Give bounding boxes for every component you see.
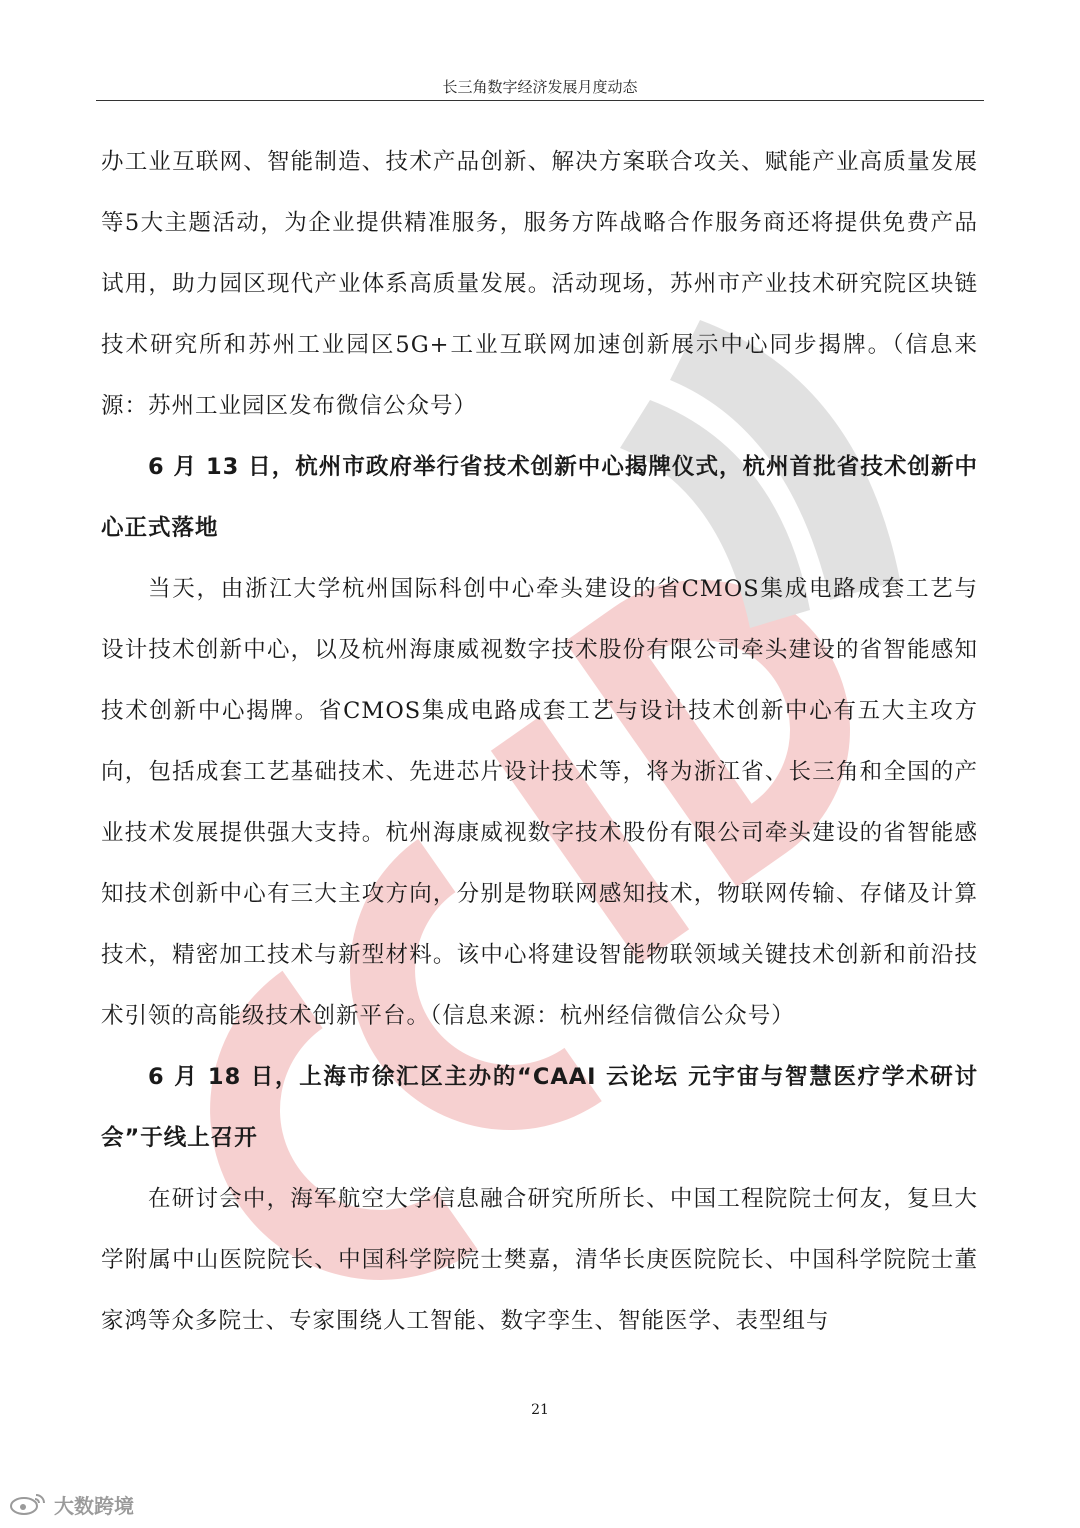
source-logo-text: 大数跨境	[54, 1493, 134, 1518]
body-paragraph-2: 当天，由浙江大学杭州国际科创中心牵头建设的省CMOS集成电路成套工艺与设计技术创新中心，以及杭州海康威视数字技术股份有限公司牵头建设的省智能感知技术创新中心揭牌。省CMOS集成电路成套工艺与设计技术创新中心有五大主攻方向，包括成套工艺基础技术、先进芯片设计技术等，将为浙江省、长三角和全国的产业技术发展提供强大支持。杭州海康威视数字技术股份有限公司牵头建设的省智能感知技术创新中心有三大主攻方向，分别是物联网感知技术，物联网传输、存储及计算技术，精密加工技术与新型材料。该中心将建设智能物联领域关键技术创新和前沿技术引领的高能级技术创新平台。（信息来源：杭州经信微信公众号）	[101, 576, 978, 1029]
page-body	[101, 132, 978, 1352]
news-heading-2: 6 月 18 日，上海市徐汇区主办的“CAAI 云论坛 元宇宙与智慧医疗学术研讨会”于线上召开	[101, 1064, 978, 1151]
page-number: 21	[531, 1402, 549, 1418]
news-heading-1: 6 月 13 日，杭州市政府举行省技术创新中心揭牌仪式，杭州首批省技术创新中心正式落地	[101, 454, 978, 541]
body-paragraph-3: 在研讨会中，海军航空大学信息融合研究所所长、中国工程院院士何友，复旦大学附属中山医院院长、中国科学院院士樊嘉，清华长庚医院院长、中国科学院院士董家鸿等众多院士、专家围绕人工智能、数字孪生、智能医学、表型组与	[101, 1186, 978, 1334]
weibo-icon	[8, 1492, 48, 1516]
source-logo	[8, 1489, 134, 1519]
page-header-title: 长三角数字经济发展月度动态	[442, 78, 638, 96]
header-divider	[96, 100, 984, 101]
body-paragraph-1: 办工业互联网、智能制造、技术产品创新、解决方案联合攻关、赋能产业高质量发展等5大主题活动，为企业提供精准服务，服务方阵战略合作服务商还将提供免费产品试用，助力园区现代产业体系高质量发展。活动现场，苏州市产业技术研究院区块链技术研究所和苏州工业园区5G+工业互联网加速创新展示中心同步揭牌。（信息来源：苏州工业园区发布微信公众号）	[101, 149, 978, 419]
